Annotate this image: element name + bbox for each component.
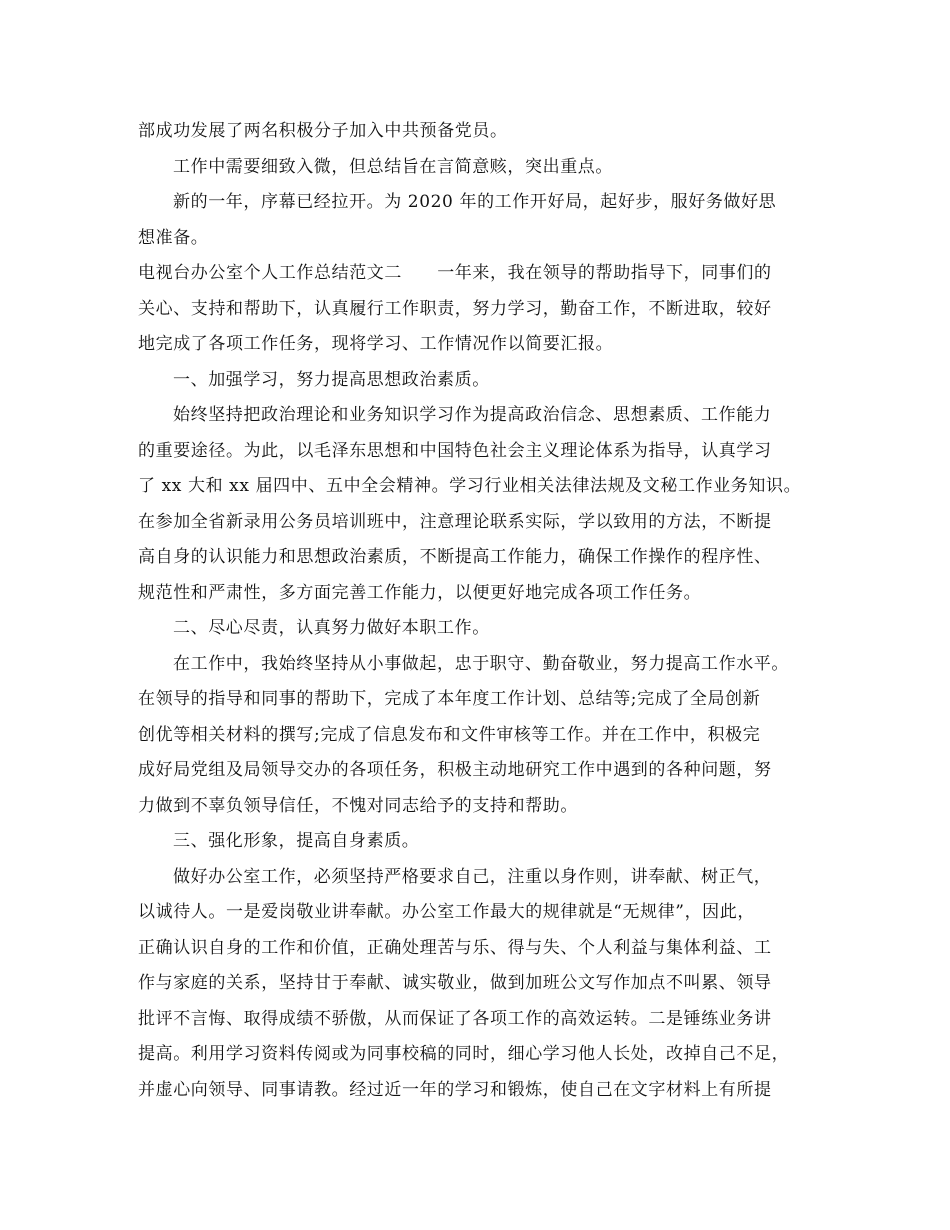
text-line: 正确认识自身的工作和价值，正确处理苦与乐、得与失、个人利益与集体利益、工 (138, 937, 772, 958)
text-line: 提高。利用学习资料传阅或为同事校稿的同时，细心学习他人长处，改掉自己不足， (138, 1044, 790, 1064)
text-line: 在领导的指导和同事的帮助下，完成了本年度工作计划、总结等;完成了全局创新 (138, 689, 761, 709)
text-line: 在工作中，我始终坚持从小事做起，忠于职守、勤奋敬业，努力提高工作水平。 (173, 653, 789, 674)
text-line: 二、尽心尽责，认真努力做好本职工作。 (173, 618, 490, 638)
text-line: 地完成了各项工作任务，现将学习、工作情况作以简要汇报。 (138, 334, 614, 354)
text-line: 规范性和严肃性，多方面完善工作能力，以便更好地完成各项工作任务。 (138, 582, 702, 603)
text-line: 始终坚持把政治理论和业务知识学习作为提高政治信念、思想素质、工作能力 (173, 405, 772, 425)
text-line: 新的一年，序幕已经拉开。为 2020 年的工作开好局，起好步，服好务做好思 (173, 192, 777, 212)
text-line: 关心、支持和帮助下，认真履行工作职责，努力学习，勤奋工作，不断进取，较好 (138, 298, 772, 319)
text-line: 的重要途径。为此，以毛泽东思想和中国特色社会主义理论体系为指导，认真学习 (138, 440, 772, 461)
text-line: 成好局党组及局领导交办的各项任务，积极主动地研究工作中遇到的各种问题，努 (138, 760, 772, 780)
text-line: 做好办公室工作，必须坚持严格要求自己，注重以身作则，讲奉献、树正气， (173, 866, 772, 887)
text-line: 工作中需要细致入微，但总结旨在言简意赅，突出重点。 (173, 156, 613, 177)
text-line: 部成功发展了两名积极分子加入中共预备党员。 (138, 121, 508, 141)
text-line: 了 xx 大和 xx 届四中、五中全会精神。学习行业相关法律法规及文秘工作业务知识。 (138, 476, 802, 496)
text-line: 力做到不辜负领导信任，不愧对同志给予的支持和帮助。 (138, 795, 578, 816)
text-line: 以诚待人。一是爱岗敬业讲奉献。办公室工作最大的规律就是“无规律”，因此， (138, 902, 755, 922)
text-line: 高自身的认识能力和思想政治素质，不断提高工作能力，确保工作操作的程序性、 (138, 547, 772, 567)
text-line: 三、强化形象，提高自身素质。 (173, 831, 420, 851)
text-line: 并虚心向领导、同事请教。经过近一年的学习和锻炼，使自己在文字材料上有所提 (138, 1079, 772, 1100)
text-line: 一、加强学习，努力提高思想政治素质。 (173, 369, 490, 390)
document-body (138, 114, 828, 1108)
text-line: 创优等相关材料的撰写;完成了信息发布和文件审核等工作。并在工作中，积极完 (138, 724, 761, 745)
text-line: 想准备。 (138, 227, 209, 248)
text-line: 批评不言悔、取得成绩不骄傲，从而保证了各项工作的高效运转。二是锤练业务讲 (138, 1008, 772, 1029)
text-line: 在参加全省新录用公务员培训班中，注意理论联系实际，学以致用的方法，不断提 (138, 511, 772, 532)
text-line: 电视台办公室个人工作总结范文二 一年来，我在领导的帮助指导下，同事们的 (138, 263, 772, 283)
text-line: 作与家庭的关系，坚持甘于奉献、诚实敬业，做到加班公文写作加点不叫累、领导 (138, 973, 772, 993)
